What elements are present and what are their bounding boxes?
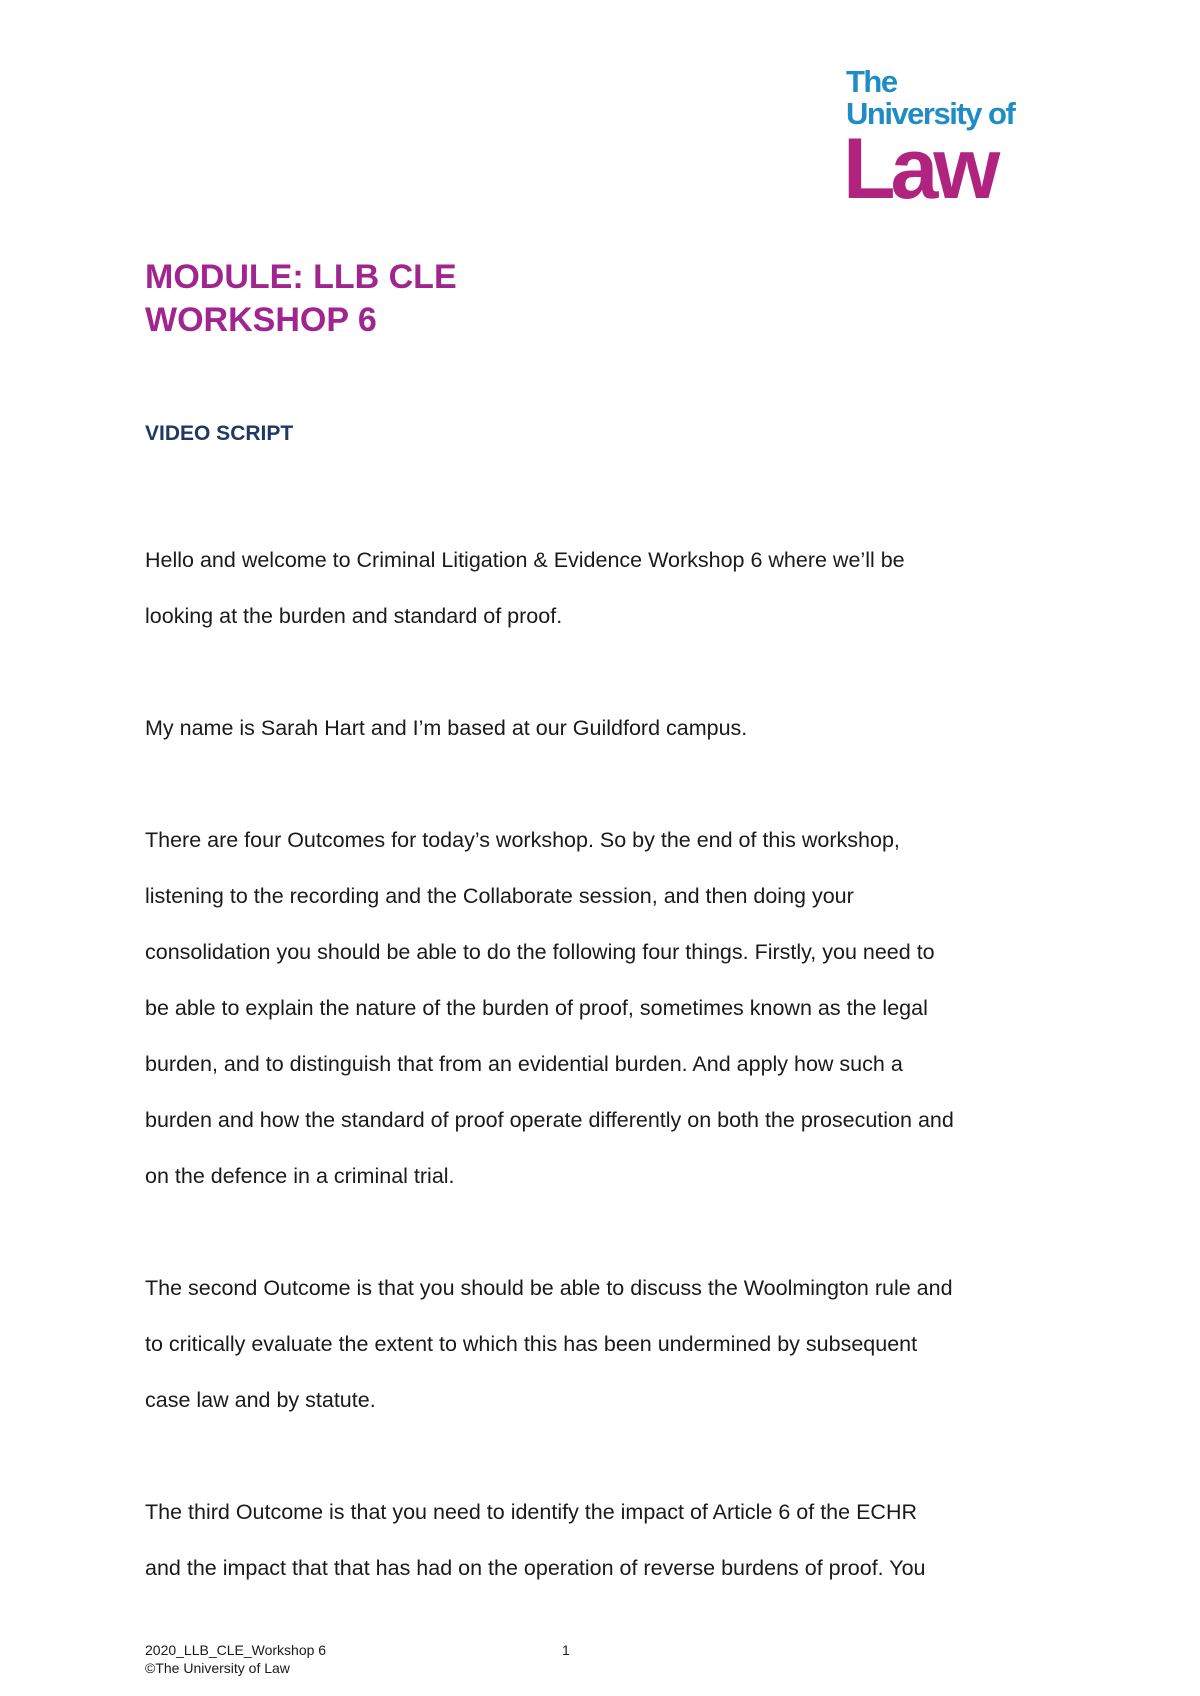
logo-line-the: The <box>846 64 897 99</box>
logo-line-law: Law <box>843 121 996 217</box>
paragraph <box>145 1484 1075 1596</box>
text-line: consolidation you should be able to do the following four things. Firstly, you need to <box>145 940 935 964</box>
title-workshop: WORKSHOP 6 <box>145 301 377 339</box>
text-line: and the impact that that has had on the operation of reverse burdens of proof. You <box>145 1556 926 1580</box>
paragraph <box>145 1260 1075 1428</box>
text-line: The third Outcome is that you need to identify the impact of Article 6 of the ECHR <box>145 1500 917 1524</box>
text-line: There are four Outcomes for today’s workshop. So by the end of this workshop, <box>145 828 900 852</box>
university-logo <box>843 64 1046 217</box>
script-body <box>145 532 1075 1652</box>
paragraph <box>145 700 1075 756</box>
text-line: listening to the recording and the Collaborate session, and then doing your <box>145 884 854 908</box>
footer-copyright: ©The University of Law <box>145 1660 290 1676</box>
text-line: The second Outcome is that you should be able to discuss the Woolmington rule and <box>145 1276 953 1300</box>
text-line: Hello and welcome to Criminal Litigation & Evidence Workshop 6 where we’ll be <box>145 548 905 572</box>
text-line: burden, and to distinguish that from an evidential burden. And apply how such a <box>145 1052 903 1076</box>
paragraph <box>145 532 1075 644</box>
title-module: MODULE: LLB CLE <box>145 258 457 296</box>
paragraph <box>145 812 1075 1204</box>
text-line: on the defence in a criminal trial. <box>145 1164 455 1188</box>
text-line: case law and by statute. <box>145 1388 376 1412</box>
page-footer <box>145 1641 326 1677</box>
text-line: to critically evaluate the extent to which this has been undermined by subsequent <box>145 1332 918 1356</box>
page-title <box>145 256 457 342</box>
text-line: burden and how the standard of proof operate differently on both the prosecution and <box>145 1108 954 1132</box>
text-line: looking at the burden and standard of proof. <box>145 604 563 628</box>
text-line: My name is Sarah Hart and I’m based at our Guildford campus. <box>145 716 748 740</box>
logo-line-university-of: University of <box>846 96 1015 131</box>
text-line: be able to explain the nature of the burden of proof, sometimes known as the legal <box>145 996 928 1020</box>
section-heading: VIDEO SCRIPT <box>145 422 294 445</box>
footer-filename: 2020_LLB_CLE_Workshop 6 <box>145 1642 327 1658</box>
page-number: 1 <box>562 1642 570 1658</box>
